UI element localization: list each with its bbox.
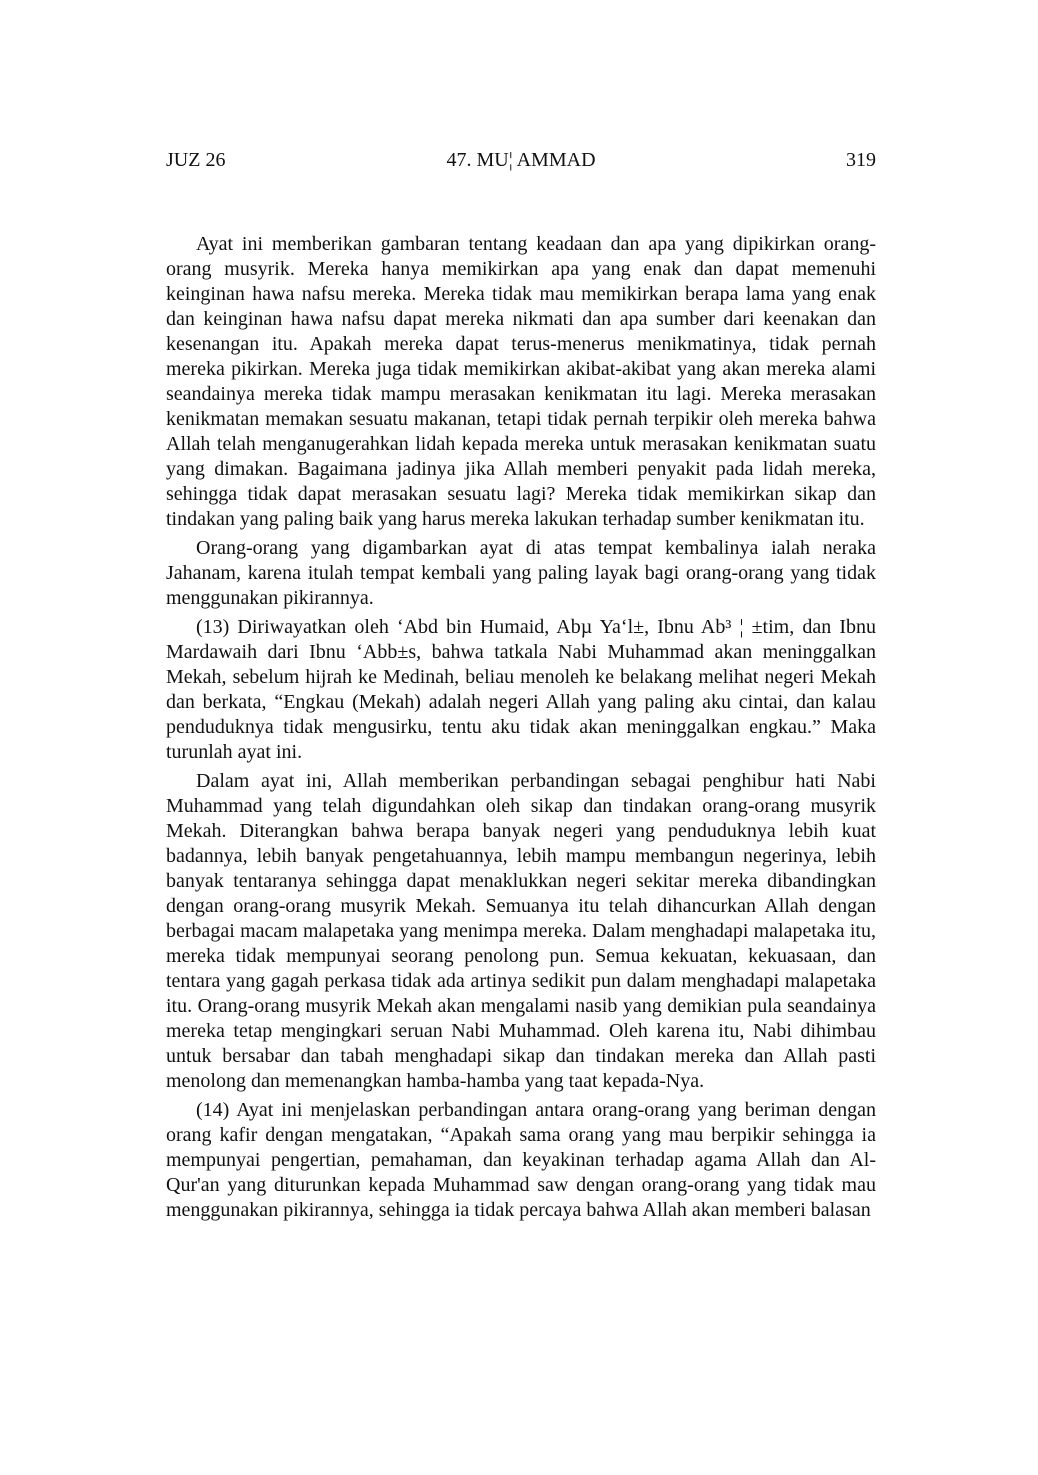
paragraph: (14) Ayat ini menjelaskan perbandingan antara orang-orang yang beriman dengan orang kafir dengan mengatakan, “Apakah sama orang yang mau berpikir sehingga ia mempunyai pengertian, pemahaman, dan keyakinan terhadap agama Allah dan Al-Qur'an yang diturunkan kepada Muhammad saw dengan orang-orang yang tidak mau menggunakan pikirannya, sehingga ia tidak percaya bahwa Allah akan memberi balasan [166,1099,876,1221]
running-header [166,145,876,175]
paragraph: Ayat ini memberikan gambaran tentang keadaan dan apa yang dipikirkan orang-orang musyrik. Mereka hanya memikirkan apa yang enak dan dapat memenuhi keinginan hawa nafsu mereka. Mereka tidak mau memikirkan berapa lama yang enak dan keinginan hawa nafsu dapat mereka nikmati dan apa sumber dari keenakan dan kesenangan itu. Apakah mereka dapat terus-menerus menikmatinya, tidak pernah mereka pikirkan. Mereka juga tidak memikirkan akibat-akibat yang akan mereka alami seandainya mereka tidak mampu merasakan kenikmatan itu lagi. Mereka merasakan kenikmatan memakan sesuatu makanan, tetapi tidak pernah terpikir oleh mereka bahwa Allah telah menganugerahkan lidah kepada mereka untuk merasakan kenikmatan suatu yang dimakan. Bagaimana jadinya jika Allah memberi penyakit pada lidah mereka, sehingga tidak dapat merasakan sesuatu lagi? Mereka tidak memikirkan sikap dan tindakan yang paling baik yang harus mereka lakukan terhadap sumber kenikmatan itu. [166,233,876,530]
surah-title: 47. MU¦ AMMAD [446,149,596,171]
paragraph: Dalam ayat ini, Allah memberikan perbandingan sebagai penghibur hati Nabi Muhammad yang telah digundahkan oleh sikap dan tindakan orang-orang musyrik Mekah. Diterangkan bahwa berapa banyak negeri yang penduduknya lebih kuat badannya, lebih banyak pengetahuannya, lebih mampu membangun negerinya, lebih banyak tentaranya sehingga dapat menaklukkan negeri sekitar mereka dibandingkan dengan orang-orang musyrik Mekah. Semuanya itu telah dihancurkan Allah dengan berbagai macam malapetaka yang menimpa mereka. Dalam menghadapi malapetaka itu, mereka tidak mempunyai seorang penolong pun. Semua kekuatan, kekuasaan, dan tentara yang gagah perkasa tidak ada artinya sedikit pun dalam menghadapi malapetaka itu. Orang-orang musyrik Mekah akan mengalami nasib yang demikian pula seandainya mereka tetap mengingkari seruan Nabi Muhammad. Oleh karena itu, Nabi dihimbau untuk bersabar dan tabah menghadapi sikap dan tindakan mereka dan Allah pasti menolong dan memenangkan hamba-hamba yang taat kepada-Nya. [166,770,876,1092]
page-number: 319 [846,149,876,171]
paragraph: (13) Diriwayatkan oleh ‘Abd bin Humaid, Abµ Ya‘l±, Ibnu Ab³ ¦ ±tim, dan Ibnu Mardawaih dari Ibnu ‘Abb±s, bahwa tatkala Nabi Muhammad akan meninggalkan Mekah, sebelum hijrah ke Medinah, beliau menoleh ke belakang melihat negeri Mekah dan berkata, “Engkau (Mekah) adalah negeri Allah yang paling aku cintai, dan kalau penduduknya tidak mengusirku, tentu aku tidak akan meninggalkan engkau.” Maka turunlah ayat ini. [166,616,876,763]
juz-label: JUZ 26 [166,149,226,171]
paragraph: Orang-orang yang digambarkan ayat di atas tempat kembalinya ialah neraka Jahanam, karena itulah tempat kembali yang paling layak bagi orang-orang yang tidak menggunakan pikirannya. [166,537,876,609]
body-text [166,232,876,1227]
